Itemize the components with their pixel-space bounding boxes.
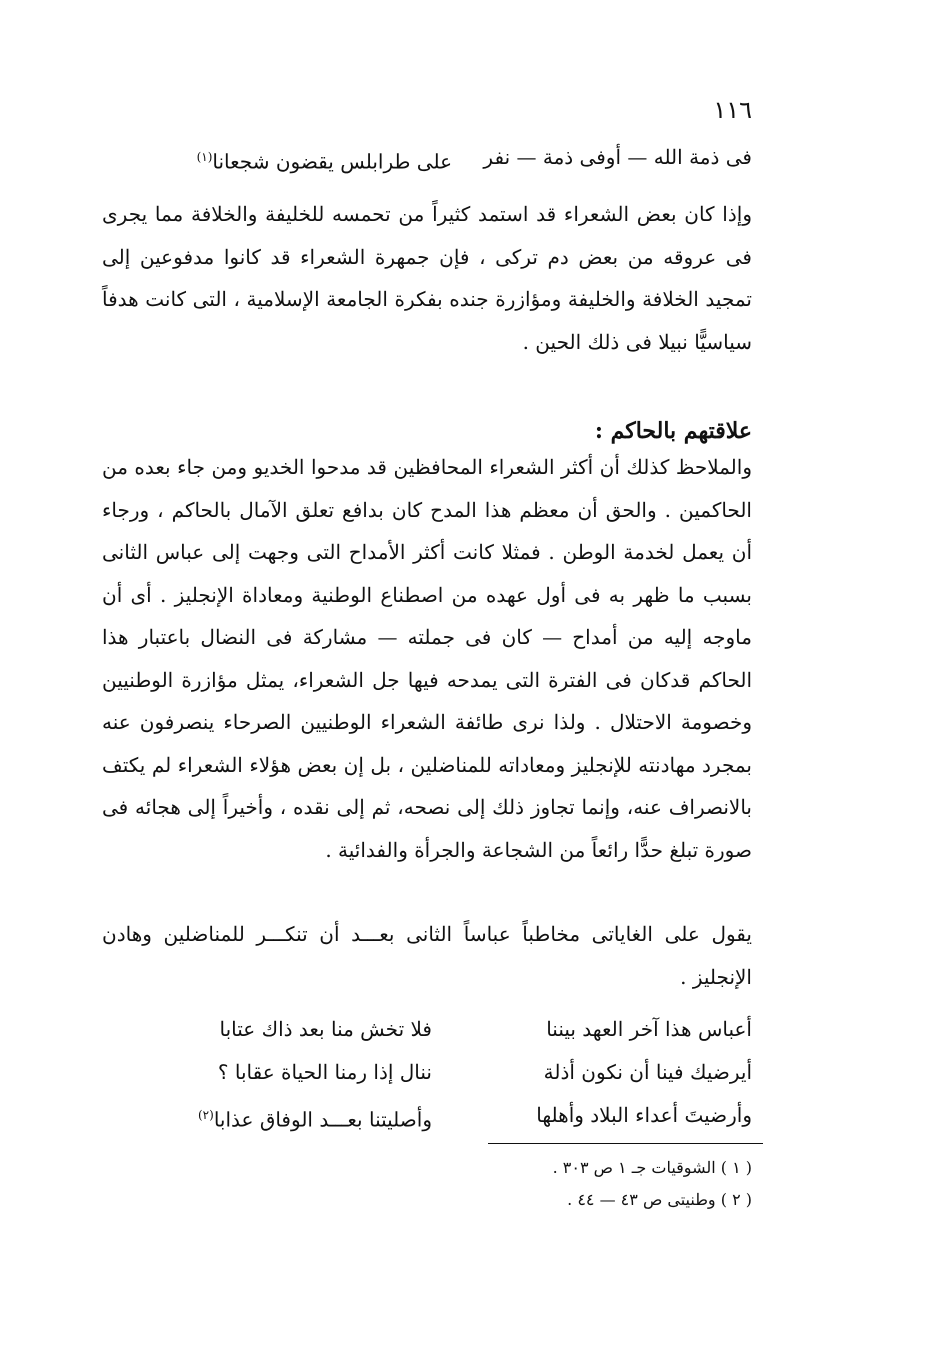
opening-verse-hemistich-1: فى ذمة الله — أوفى ذمة — نفر: [483, 145, 752, 169]
section-heading: علاقتهم بالحاكم :: [594, 418, 752, 444]
footnote-marker-1: (١): [196, 150, 213, 164]
poem-hemistich-1: أعباس هذا آخر العهد بيننا: [546, 1017, 752, 1041]
poem: [132, 1008, 752, 1142]
opening-verse-hemistich-2-text: على طرابلس يقضون شجعانا: [212, 149, 452, 174]
opening-verse-hemistich-2: [122, 142, 452, 177]
paragraph-1: وإذا كان بعض الشعراء قد استمد كثيراً من تحمسه للخليفة والخلافة مما يجرى فى عروقه من بعض دم تركى ، فإن جمهرة الشعراء قد كانوا مدفوعين إلى تمجيد الخلافة والخليفة ومؤازرة جنده بفكرة الجامعة الإسلامية ، التى كانت هدفاً سياسيًّا نبيلا فى ذلك الحين .: [102, 202, 752, 354]
poem-hemistich-2: ننال إذا رمنا الحياة عقابا ؟: [217, 1060, 432, 1084]
footnote-2: ( ٢ ) وطنيتى ص ٤٣ — ٤٤ .: [567, 1190, 752, 1209]
page-number: ١١٦: [713, 96, 752, 124]
poem-hemistich-1: أيرضيك فينا أن نكون أذلة: [543, 1060, 752, 1084]
poem-verse: [132, 1094, 752, 1142]
paragraph-2: والملاحظ كذلك أن أكثر الشعراء المحافظين قد مدحوا الخديو ومن جاء بعده من الحاكمين . والحق أن معظم هذا المدح كان بدافع تعلق الآمال بالحاكم ، ورجاء أن يعمل لخدمة الوطن . فمثلا كانت أكثر الأمداح التى وجهت إلى عباس الثانى بسبب ما ظهر به فى أول عهده من اصطناع الوطنية ومعاداة الإنجليز . أى أن ماوجه إليه من أمداح — كان فى جملته — مشاركة فى النضال باعتبار هذا الحاكم قدكان فى الفترة التى يمدحه فيها جل الشعراء، يمثل مؤازرة الوطنيين وخصومة الاحتلال . ولذا نرى طائفة الشعراء الوطنيين الصرحاء ينصرفون عنه بمجرد مهادنته للإنجليز ومعاداته للمناضلين ، بل إن بعض هؤلاء الشعراء لم يكتف بالانصراف عنه، وإنما تجاوز ذلك إلى نصحه، ثم إلى نقده ، وأخيراً إلى هجائه فى صورة تبلغ حدًّا رائعاً من الشجاعة والجرأة والفدائية .: [102, 455, 752, 862]
paragraph-3: يقول على الغاياتى مخاطباً عباساً الثانى بعـــد أن تنكـــر للمناضلين وهادن الإنجليز .: [102, 922, 752, 989]
footnote-marker-2: (٢): [197, 1108, 214, 1122]
poem-verse: [132, 1008, 752, 1051]
footnote-1: ( ١ ) الشوقيات جـ ١ ص ٣٠٣ .: [552, 1158, 752, 1177]
footnotes: [553, 1152, 752, 1216]
poem-hemistich-2: فلا تخش منا بعد ذاك عتابا: [219, 1017, 432, 1041]
poem-hemistich-2: [132, 1094, 432, 1142]
poem-verse: [132, 1051, 752, 1094]
poem-hemistich-1: وأرضيتَ أعداء البلاد وأهلها: [536, 1103, 752, 1127]
opening-verse: [122, 142, 752, 177]
poem-hemistich-2-text: وأصليتنا بعـــد الوفاق عذابا: [213, 1107, 432, 1132]
footnote-divider: [488, 1143, 763, 1144]
